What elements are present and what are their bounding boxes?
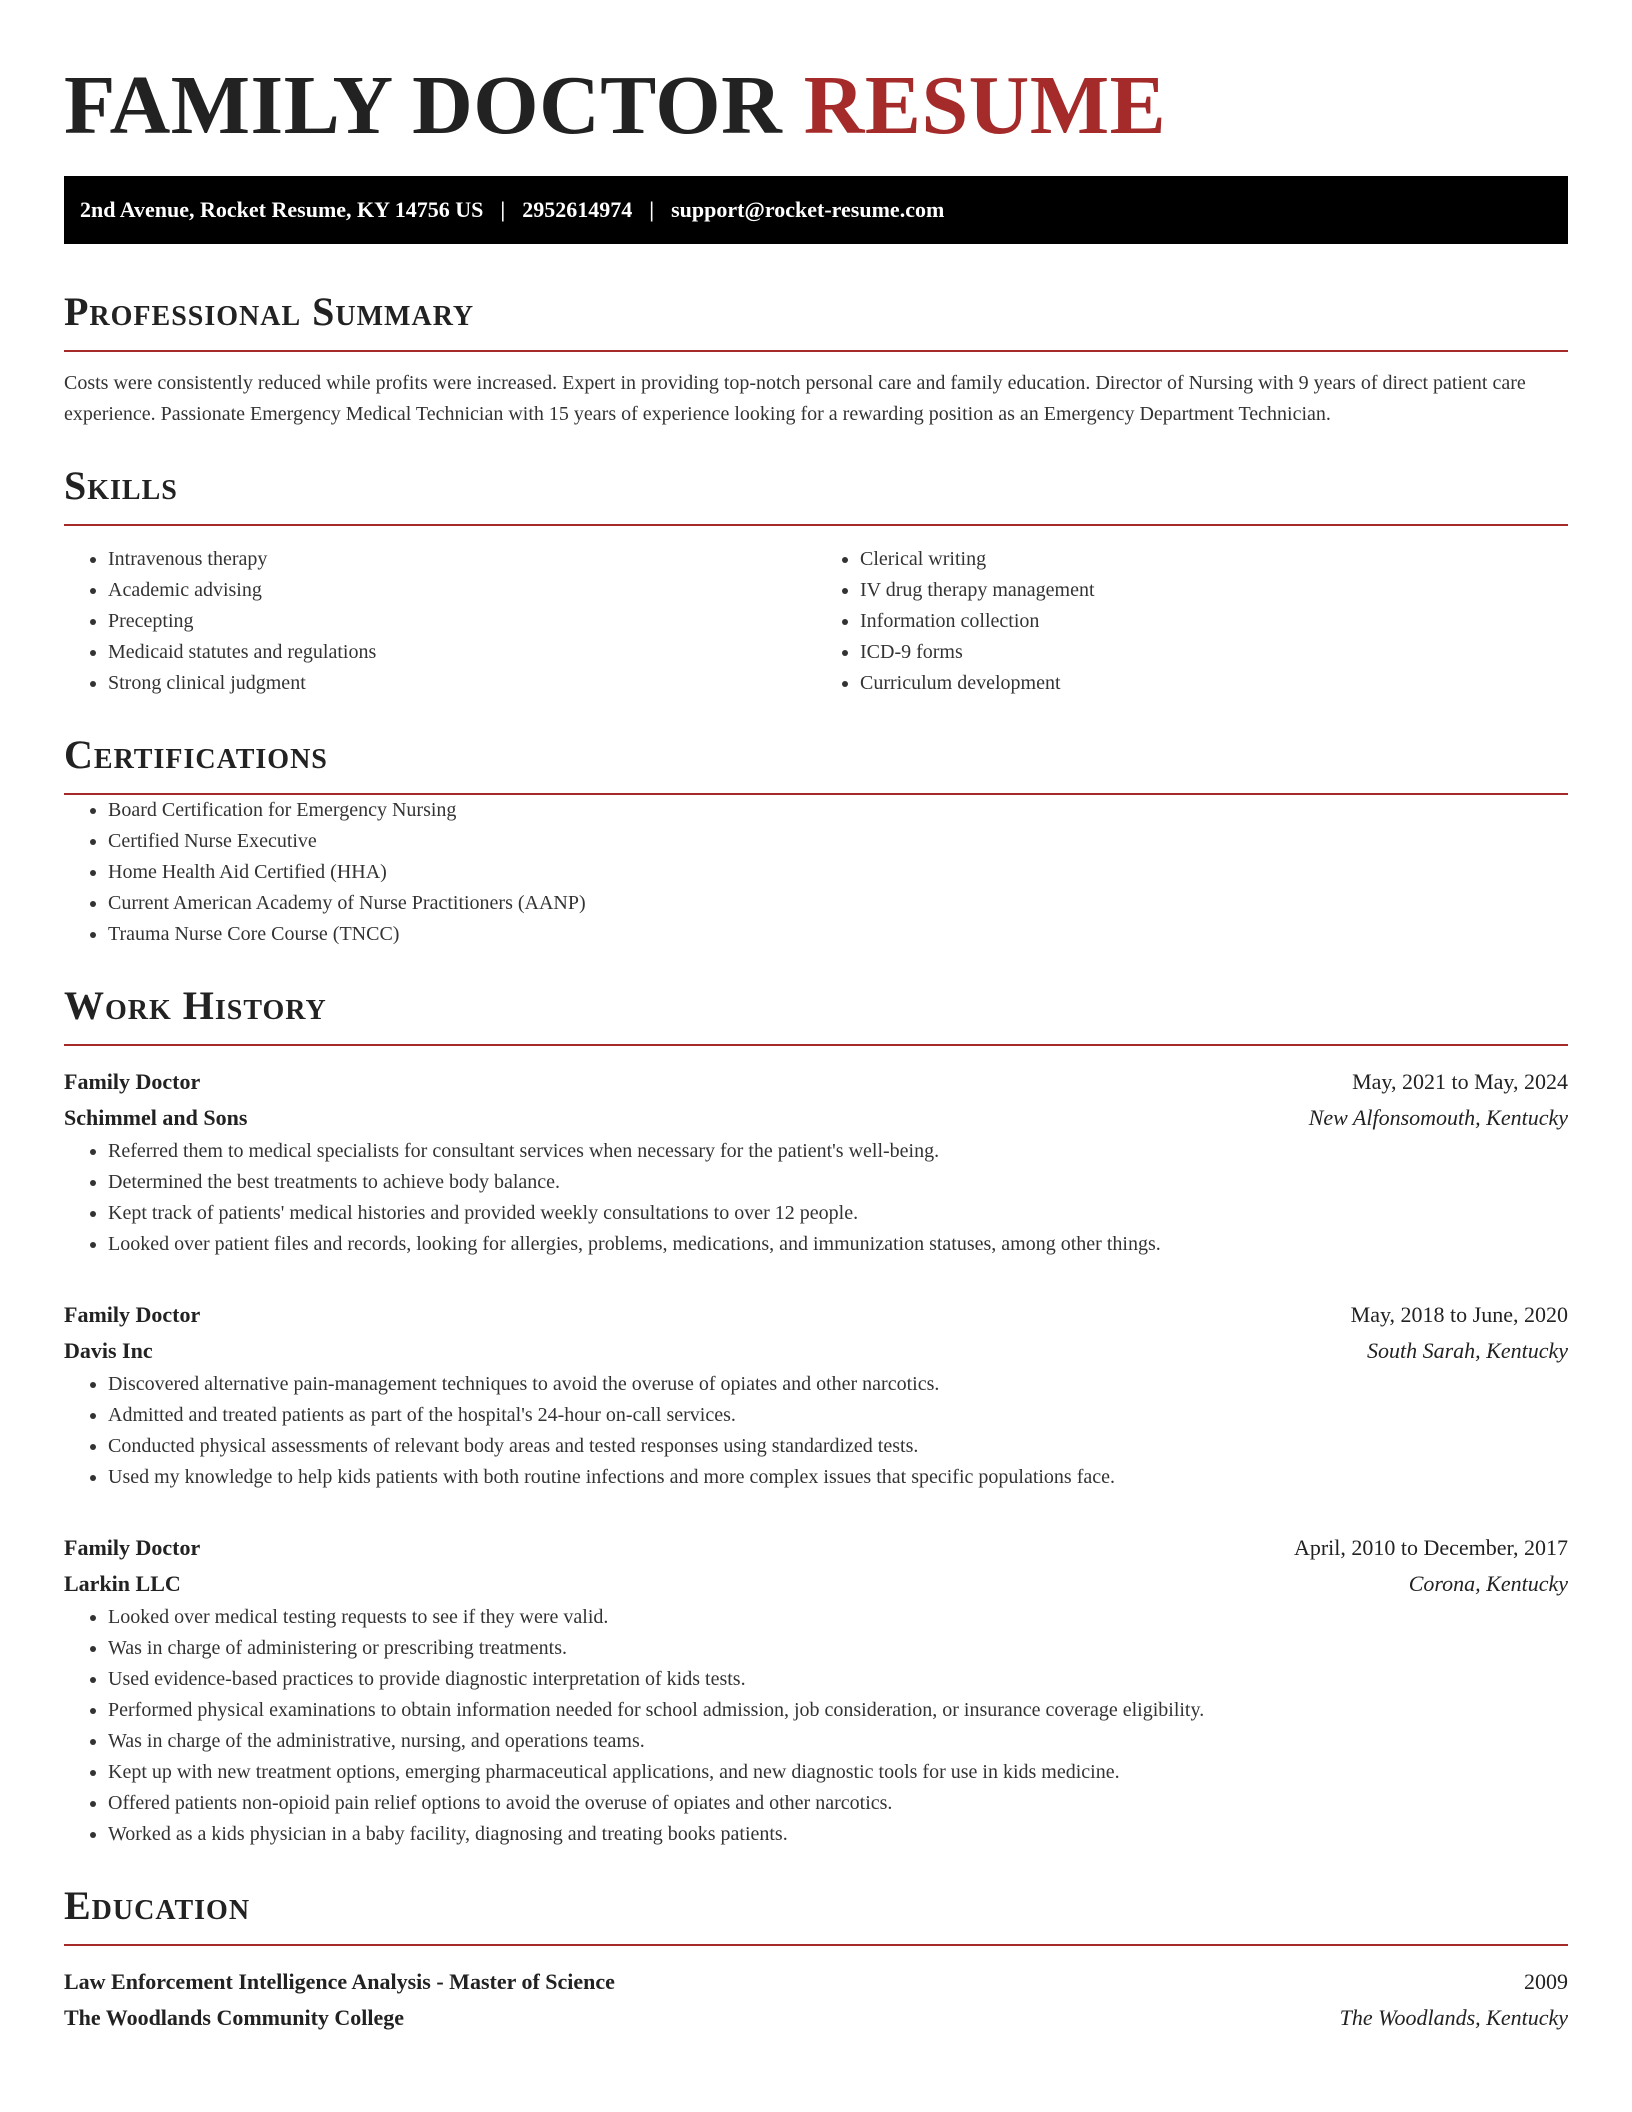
education-section — [64, 1878, 1568, 2036]
job-duties-list — [64, 1369, 1568, 1493]
job-duties-list — [64, 1136, 1568, 1260]
certifications-section — [64, 727, 1568, 950]
job-location: South Sarah, Kentucky — [1366, 1338, 1568, 1363]
job-duty: • Kept track of patients' medical histories and provided weekly consultations to over 12 people. — [108, 1198, 1568, 1229]
skill-item: • Medicaid statutes and regulations — [108, 637, 816, 668]
summary-text: Costs were consistently reduced while profits were increased. Expert in providing top-notch personal care and family education. Director of Nursing with 9 years of direct patient care experience. Passionate Emergency Medical Technician with 15 years of experience looking for a rewarding position as an Emergency Department Technician. — [64, 372, 1526, 425]
job-duty: • Referred them to medical specialists for consultant services when necessary for the patient's well-being. — [108, 1136, 1568, 1167]
job-company-row — [64, 1566, 1568, 1602]
title-main: FAMILY DOCTOR — [64, 59, 783, 152]
job-duty: • Offered patients non-opioid pain relief options to avoid the overuse of opiates and other narcotics. — [108, 1788, 1568, 1819]
skill-item: • ICD-9 forms — [860, 637, 1568, 668]
contact-phone: 2952614974 — [522, 197, 633, 222]
job-title-row — [64, 1297, 1568, 1333]
job-dates: May, 2018 to June, 2020 — [1350, 1302, 1568, 1327]
resume-title — [64, 56, 1568, 156]
section-heading: Work History — [64, 983, 327, 1028]
job-duty: • Looked over patient files and records, looking for allergies, problems, medications, and immunization statuses, among other things. — [108, 1229, 1568, 1260]
skills-column-left — [64, 544, 816, 699]
job-duties-list — [64, 1602, 1568, 1850]
job-duty: • Conducted physical assessments of relevant body areas and tested responses using standardized tests. — [108, 1431, 1568, 1462]
job-location: New Alfonsomouth, Kentucky — [1308, 1105, 1568, 1130]
job-company: Davis Inc — [64, 1338, 153, 1363]
job-dates: April, 2010 to December, 2017 — [1293, 1535, 1568, 1560]
education-year: 2009 — [1524, 1969, 1568, 1994]
job-company-row — [64, 1333, 1568, 1369]
job-title-row — [64, 1530, 1568, 1566]
job-duty: • Kept up with new treatment options, emerging pharmaceutical applications, and new diagnostic tools for use in kids medicine. — [108, 1757, 1568, 1788]
job-company: Schimmel and Sons — [64, 1105, 248, 1130]
skills-section — [64, 458, 1568, 699]
section-heading: Education — [64, 1883, 251, 1928]
job-duty: • Performed physical examinations to obtain information needed for school admission, job consideration, or insurance coverage eligibility. — [108, 1695, 1568, 1726]
job-duty: • Looked over medical testing requests to see if they were valid. — [108, 1602, 1568, 1633]
job-entry — [64, 1064, 1568, 1260]
education-degree-row — [64, 1964, 1568, 2000]
certification-item: • Board Certification for Emergency Nursing — [108, 795, 1568, 826]
job-entry — [64, 1530, 1568, 1850]
professional-summary-section — [64, 284, 1568, 430]
certification-item: • Trauma Nurse Core Course (TNCC) — [108, 919, 1568, 950]
skill-item: • Intravenous therapy — [108, 544, 816, 575]
contact-bar — [64, 176, 1568, 244]
skills-column-right — [816, 544, 1568, 699]
section-divider — [64, 350, 1568, 352]
job-title: Family Doctor — [64, 1535, 201, 1560]
certification-item: • Certified Nurse Executive — [108, 826, 1568, 857]
skill-item: • Strong clinical judgment — [108, 668, 816, 699]
section-divider — [64, 1044, 1568, 1046]
section-heading: Professional Summary — [64, 289, 475, 334]
skill-item: • Information collection — [860, 606, 1568, 637]
contact-separator: | — [500, 197, 506, 222]
contact-separator: | — [649, 197, 655, 222]
education-degree: Law Enforcement Intelligence Analysis - Master of Science — [64, 1969, 615, 1994]
job-duty: • Was in charge of administering or prescribing treatments. — [108, 1633, 1568, 1664]
job-duty: • Determined the best treatments to achieve body balance. — [108, 1167, 1568, 1198]
section-divider — [64, 1944, 1568, 1946]
job-duty: • Discovered alternative pain-management techniques to avoid the overuse of opiates and other narcotics. — [108, 1369, 1568, 1400]
education-entry — [64, 1964, 1568, 2036]
job-title: Family Doctor — [64, 1069, 201, 1094]
skill-item: • Precepting — [108, 606, 816, 637]
job-duty: • Admitted and treated patients as part of the hospital's 24-hour on-call services. — [108, 1400, 1568, 1431]
job-duty: • Was in charge of the administrative, nursing, and operations teams. — [108, 1726, 1568, 1757]
skill-item: • Clerical writing — [860, 544, 1568, 575]
certification-item: • Home Health Aid Certified (HHA) — [108, 857, 1568, 888]
skills-list — [816, 544, 1568, 699]
education-school-row — [64, 2000, 1568, 2036]
job-duty: • Worked as a kids physician in a baby facility, diagnosing and treating books patients. — [108, 1819, 1568, 1850]
section-heading: Certifications — [64, 732, 328, 777]
job-title-row — [64, 1064, 1568, 1100]
skill-item: • Curriculum development — [860, 668, 1568, 699]
contact-address: 2nd Avenue, Rocket Resume, KY 14756 US — [80, 197, 484, 222]
title-accent: RESUME — [803, 59, 1167, 152]
section-heading: Skills — [64, 463, 178, 508]
education-school: The Woodlands Community College — [64, 2005, 405, 2030]
job-company: Larkin LLC — [64, 1571, 181, 1596]
job-duty: • Used my knowledge to help kids patients with both routine infections and more complex issues that specific populations face. — [108, 1462, 1568, 1493]
skills-list — [64, 544, 816, 699]
skills-grid — [64, 544, 1568, 699]
job-duty: • Used evidence-based practices to provide diagnostic interpretation of kids tests. — [108, 1664, 1568, 1695]
certification-item: • Current American Academy of Nurse Practitioners (AANP) — [108, 888, 1568, 919]
section-divider — [64, 524, 1568, 526]
job-company-row — [64, 1100, 1568, 1136]
job-location: Corona, Kentucky — [1408, 1571, 1568, 1596]
job-entry — [64, 1297, 1568, 1493]
work-history-section — [64, 978, 1568, 1850]
job-title: Family Doctor — [64, 1302, 201, 1327]
skill-item: • Academic advising — [108, 575, 816, 606]
skill-item: • IV drug therapy management — [860, 575, 1568, 606]
education-location: The Woodlands, Kentucky — [1339, 2005, 1568, 2030]
job-dates: May, 2021 to May, 2024 — [1352, 1069, 1568, 1094]
certifications-list — [64, 795, 1568, 950]
contact-email: support@rocket-resume.com — [671, 197, 945, 222]
